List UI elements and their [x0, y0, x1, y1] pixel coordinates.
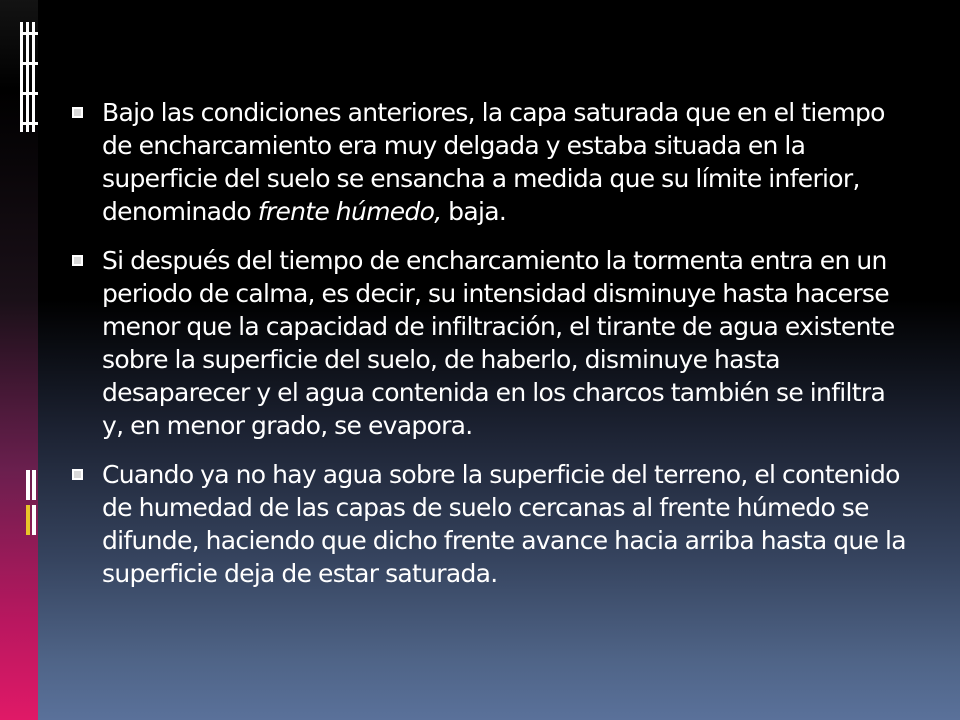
- bullet-item-3: [72, 458, 912, 590]
- bullet-item-1: [72, 96, 912, 228]
- bullet-list: [72, 96, 912, 606]
- middle-decoration: [24, 470, 38, 540]
- bullet-text: Bajo las condiciones anteriores, la capa saturada que en el tiempo de encharcamiento era muy delgada y estaba situada en la superficie del suelo se ensancha a medida que su límite inferior, denominado: [102, 98, 885, 226]
- bullet-text: Si después del tiempo de encharcamiento la tormenta entra en un periodo de calma, es decir, su intensidad disminuye hasta hacerse menor que la capacidad de infiltración, el tirante de agua existente sobre la superficie del suelo, de haberlo, disminuye hasta desaparecer y el agua contenida en los charcos también se infiltra y, en menor grado, se evapora.: [102, 246, 895, 440]
- bullet-item-2: [72, 244, 912, 442]
- square-bullet-icon: [72, 255, 83, 266]
- bullet-text: Cuando ya no hay agua sobre la superficie del terreno, el contenido de humedad de las capas de suelo cercanas al frente húmedo se difunde, haciendo que dicho frente avance hacia arriba hasta que la superficie deja de estar saturada.: [102, 460, 906, 588]
- bullet-emphasis: frente húmedo,: [257, 197, 442, 226]
- square-bullet-icon: [72, 107, 83, 118]
- square-bullet-icon: [72, 469, 83, 480]
- top-decoration: [20, 22, 38, 132]
- bullet-tail: baja.: [441, 197, 507, 226]
- middle-bars-graphic: [24, 470, 38, 540]
- top-bars-graphic: [20, 22, 38, 132]
